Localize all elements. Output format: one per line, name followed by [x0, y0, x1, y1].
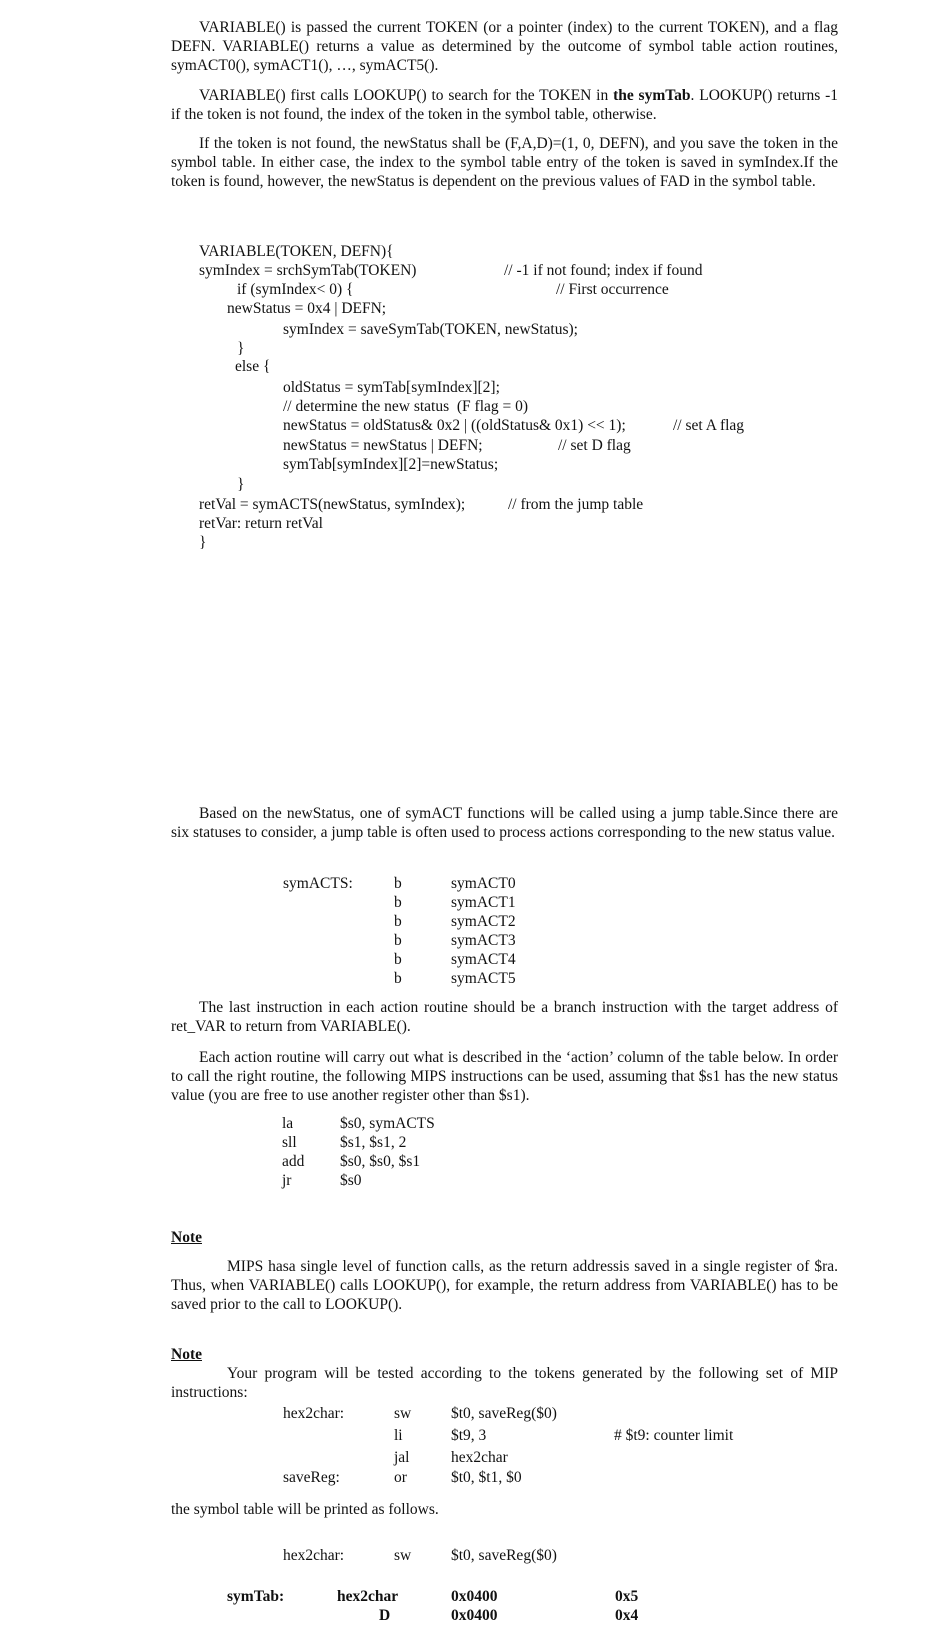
symtab-bold: the symTab [613, 87, 691, 104]
symtab-name: hex2char [337, 1588, 399, 1605]
note-1-paragraph: MIPS hasa single level of function calls, as the return addressis saved in a single register of $ra. Thus, when VARIABLE() calls LOOKUP(), for example, the return address from VARIABLE() has to be saved prior to the call to LOOKUP(). [171, 1258, 838, 1313]
symtab-status: 0x5 [615, 1588, 639, 1605]
mips-op: jr [282, 1172, 292, 1189]
test-args: $t0, $t1, $0 [451, 1469, 522, 1486]
test-op: or [394, 1469, 407, 1486]
code-line-9: // determine the new status (F flag = 0) [283, 398, 529, 415]
jump-target: symACT5 [451, 970, 516, 987]
note-heading-2: Note [171, 1346, 202, 1363]
test-op: li [394, 1427, 403, 1444]
note-2-paragraph: Your program will be tested according to the tokens generated by the following set of MIP instructions: [171, 1365, 838, 1401]
code-line-11: newStatus = newStatus | DEFN; [283, 437, 483, 454]
jump-op: b [394, 970, 402, 987]
note-heading-1: Note [171, 1229, 202, 1246]
code-line-6: } [237, 340, 245, 357]
code-line-5: symIndex = saveSymTab(TOKEN, newStatus); [283, 321, 578, 338]
code-line-7: else { [235, 358, 271, 375]
symtab-addr: 0x0400 [451, 1588, 498, 1605]
example-op: sw [394, 1547, 412, 1564]
intro-paragraph-3 [171, 134, 838, 191]
jump-op: b [394, 894, 402, 911]
symtab-label: symTab: [227, 1588, 285, 1605]
example-args: $t0, saveReg($0) [451, 1547, 557, 1564]
jump-op: b [394, 875, 402, 892]
printed-sentence: the symbol table will be printed as follows. [171, 1501, 439, 1518]
jump-target: symACT3 [451, 932, 516, 949]
code-comment-10: // set A flag [673, 417, 745, 434]
code-line-10: newStatus = oldStatus& 0x2 | ((oldStatus& 0x1) << 1); [283, 417, 626, 434]
jump-op: b [394, 913, 402, 930]
jump-target: symACT0 [451, 875, 516, 892]
code-comment-3: // First occurrence [556, 281, 669, 298]
code-line-16: } [199, 534, 207, 551]
last-instruction-paragraph: The last instruction in each action routine should be a branch instruction with the target address of ret_VAR to return from VARIABLE(). [171, 999, 838, 1035]
test-args: $t0, saveReg($0) [451, 1405, 557, 1422]
jump-table-label: symACTS: [283, 875, 353, 892]
jump-target: symACT4 [451, 951, 516, 968]
example-label: hex2char: [283, 1547, 345, 1564]
intro-p3-text: If the token is not found, the newStatus shall be (F,A,D)=(1, 0, DEFN), and you save the token in the symbol table. In either case, the index to the symbol table entry of the token is saved in symIndex.If the token is found, however, the newStatus is dependent on the previous values of FAD in the symbol table. [171, 135, 838, 190]
test-args: $t9, 3 [451, 1427, 487, 1444]
action-routine-paragraph: Each action routine will carry out what is described in the ‘action’ column of the table below. In order to call the right routine, the following MIPS instructions can be used, assuming that $s1 has the new status value (you are free to use another register other than $s1). [171, 1049, 838, 1104]
jump-target: symACT1 [451, 894, 516, 911]
code-line-13: } [237, 476, 245, 493]
test-args: hex2char [451, 1449, 508, 1466]
jump-op: b [394, 932, 402, 949]
code-comment-11: // set D flag [558, 437, 631, 454]
test-op: sw [394, 1405, 412, 1422]
jump-target: symACT2 [451, 913, 516, 930]
symtab-name: D [379, 1607, 391, 1624]
test-op: jal [394, 1449, 410, 1466]
jump-table-paragraph: Based on the newStatus, one of symACT functions will be called using a jump table.Since there are six statuses to consider, a jump table is often used to process actions corresponding to the new status value. [171, 805, 838, 841]
mips-args: $s0, symACTS [340, 1115, 435, 1132]
test-comment: # $t9: counter limit [614, 1427, 734, 1444]
code-line-4: newStatus = 0x4 | DEFN; [227, 300, 387, 317]
code-line-2: symIndex = srchSymTab(TOKEN) [199, 262, 417, 279]
symtab-addr: 0x0400 [451, 1607, 498, 1624]
code-line-3: if (symIndex< 0) { [237, 281, 354, 298]
intro-paragraph-2: VARIABLE() first calls LOOKUP() to search for the TOKEN in the symTab. LOOKUP() returns -1 if the token is not found, the index of the token in the symbol table, otherwise. [171, 87, 838, 123]
mips-op: la [282, 1115, 294, 1132]
test-label: hex2char: [283, 1405, 345, 1422]
code-line-12: symTab[symIndex][2]=newStatus; [283, 456, 499, 473]
code-comment-2: // -1 if not found; index if found [504, 262, 703, 279]
code-comment-14: // from the jump table [508, 496, 644, 513]
test-label: saveReg: [283, 1469, 340, 1486]
code-line-1: VARIABLE(TOKEN, DEFN){ [199, 243, 394, 260]
code-line-14: retVal = symACTS(newStatus, symIndex); [199, 496, 466, 513]
intro-paragraph-1 [171, 18, 838, 75]
jump-op: b [394, 951, 402, 968]
intro-p1-text: VARIABLE() is passed the current TOKEN (or a pointer (index) to the current TOKEN), and a flag DEFN. VARIABLE() returns a value as determined by the outcome of symbol table action routines, symACT0(), symACT1(), …, symACT5(). [171, 19, 838, 74]
symtab-status: 0x4 [615, 1607, 639, 1624]
code-line-8: oldStatus = symTab[symIndex][2]; [283, 379, 500, 396]
mips-args: $s0 [340, 1172, 362, 1189]
mips-op: add [282, 1153, 305, 1170]
mips-args: $s0, $s0, $s1 [340, 1153, 421, 1170]
mips-op: sll [282, 1134, 297, 1151]
mips-args: $s1, $s1, 2 [340, 1134, 407, 1151]
code-line-15: retVar: return retVal [199, 515, 323, 532]
